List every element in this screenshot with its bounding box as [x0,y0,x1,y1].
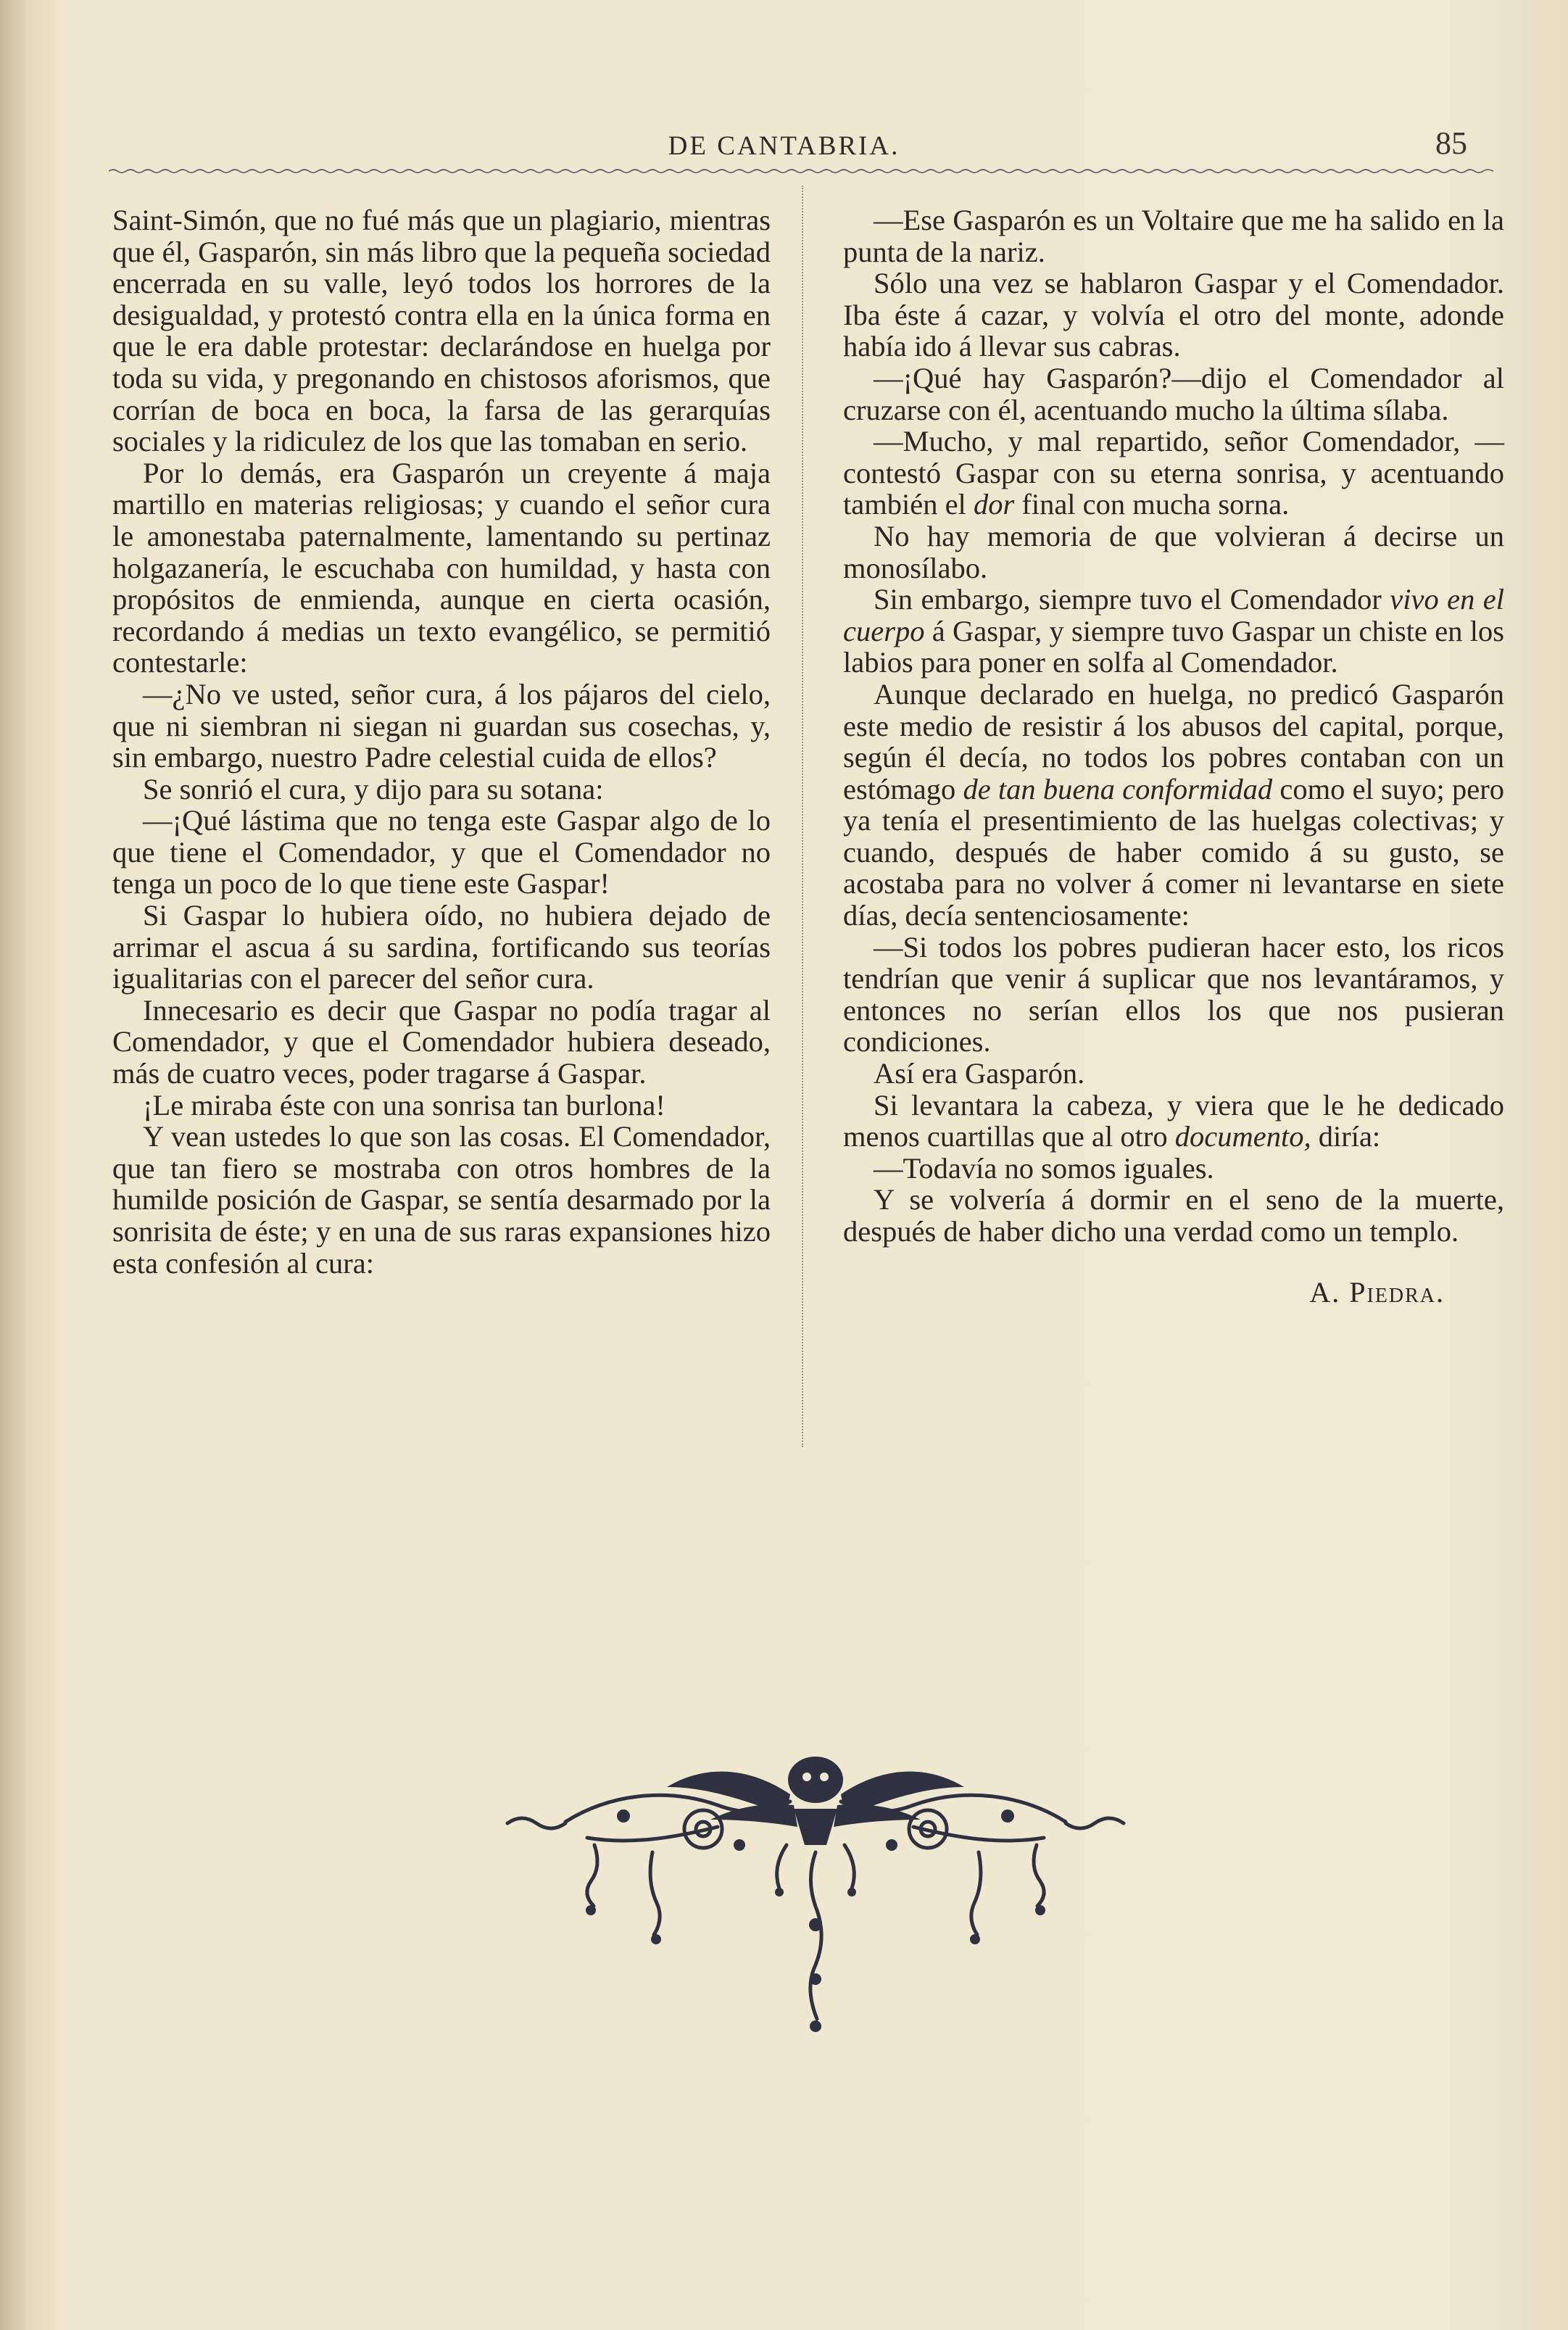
paragraph [843,426,1504,521]
paragraph: No hay memoria de que volvieran á decirse un monosílabo. [843,519,1504,584]
right-column [843,204,1504,1308]
text-run: —Mucho, y mal repartido, señor Comendador, —contestó Gaspar con su eterna sonrisa, y acentuando también el [843,425,1504,521]
paragraph: —¡Qué lástima que no tenga este Gaspar algo de lo que tiene el Comendador, y que el Comendador no tenga un poco de lo que tiene este Gaspar! [112,804,771,900]
text-run: final con mucha sorna. [1014,488,1290,521]
text-run: diría: [1311,1120,1381,1153]
paragraph: —Todavía no somos iguales. [874,1151,1214,1185]
paragraph: —Ese Gasparón es un Voltaire que me ha salido en la punta de la nariz. [843,204,1504,268]
paragraph: —¡Qué hay Gasparón?—dijo el Comendador al cruzarse con él, acentuando mucho la última sílaba. [843,361,1504,426]
italic-run: de tan buena conformidad [963,772,1273,805]
italic-run: dor [973,488,1015,521]
text-run: Aunque declarado en huelga, no predicó Gasparón este medio de resistir á los abusos del capital, porque, según él decía, no todos los pobres contaban con un estómago [843,677,1504,805]
page-number: 85 [1435,125,1467,161]
running-header-title: DE CANTABRIA. [668,131,900,161]
paragraph: Innecesario es decir que Gaspar no podía tragar al Comendador, y que el Comendador hubiera deseado, más de cuatro veces, poder tragarse á Gaspar. [112,993,771,1090]
paragraph [843,679,1504,932]
text-run: como el suyo; pero ya tenía el presentimiento de las huelgas colectivas; y cuando, después de haber comido á su gusto, se acostaba para no volver á comer ni levantarse en siete días, decía sentenciosamente: [843,772,1505,932]
text-run: á Gaspar, y siempre tuvo Gaspar un chiste en los labios para poner en solfa al Comendador. [843,614,1504,679]
paragraph: —Si todos los pobres pudieran hacer esto, los ricos tendrían que venir á suplicar que nos levantáramos, y entonces no serían ellos los que nos pusieran condiciones. [843,930,1504,1058]
paragraph: Y se volvería á dormir en el seno de la muerte, después de haber dicho una verdad como un templo. [843,1183,1504,1248]
header-rule [109,168,1493,174]
paragraph: Saint-Simón, que no fué más que un plagiario, mientras que él, Gasparón, sin más libro que la pequeña sociedad encerrada en su valle, leyó todos los horrores de la desigualdad, y protestó contra ella en la única forma en que le era dable protestar: declarándose en huelga por toda su vida, y pregonando en chistosos aforismos, que corrían de boca en boca, la farsa de las gerarquías sociales y la ridiculez de los que las tomaban en serio. [112,204,771,458]
column-divider [802,186,805,1447]
winged-cherub-vignette-icon [500,1736,1131,2041]
italic-run: vivo en el cuerpo [843,583,1504,647]
text-run: Si levantara la cabeza, y viera que le he dedicado menos cuartillas que al otro [843,1088,1504,1153]
italic-run: documento, [1174,1120,1311,1153]
paragraph: Y vean ustedes lo que son las cosas. El Comendador, que tan fiero se mostraba con otros hombres de la humilde posición de Gaspar, se sentía desarmado por la sonrisita de éste; y en una de sus raras expansiones hizo esta confesión al cura: [112,1120,771,1280]
left-column [112,204,771,1279]
paragraph [843,584,1504,679]
paragraph: ¡Le miraba éste con una sonrisa tan burlona! [143,1088,665,1122]
paragraph [843,1090,1504,1153]
author-signature: A. Piedra. [1309,1275,1445,1309]
paragraph: Sólo una vez se hablaron Gaspar y el Comendador. Iba éste á cazar, y volvía el otro del monte, adonde había ido á llevar sus cabras. [843,267,1504,363]
paragraph: —¿No ve usted, señor cura, á los pájaros del cielo, que ni siembran ni siegan ni guardan sus cosechas, y, sin embargo, nuestro Padre celestial cuida de ellos? [112,677,771,774]
text-run: Sin embargo, siempre tuvo el Comendador [874,583,1390,616]
paragraph: Así era Gasparón. [874,1057,1085,1090]
paragraph: Si Gaspar lo hubiera oído, no hubiera dejado de arrimar el ascua á su sardina, fortificando sus teorías igualitarias con el parecer del señor cura. [112,899,771,995]
paragraph: Se sonrió el cura, y dijo para su sotana: [143,772,604,805]
paragraph: Por lo demás, era Gasparón un creyente á maja martillo en materias religiosas; y cuando el señor cura le amonestaba paternalmente, lamentando su pertinaz holgazanería, le escuchaba con humildad, y hasta con propósitos de enmienda, aunque en cierta ocasión, recordando á medias un texto evangélico, se permitió contestarle: [112,456,771,679]
